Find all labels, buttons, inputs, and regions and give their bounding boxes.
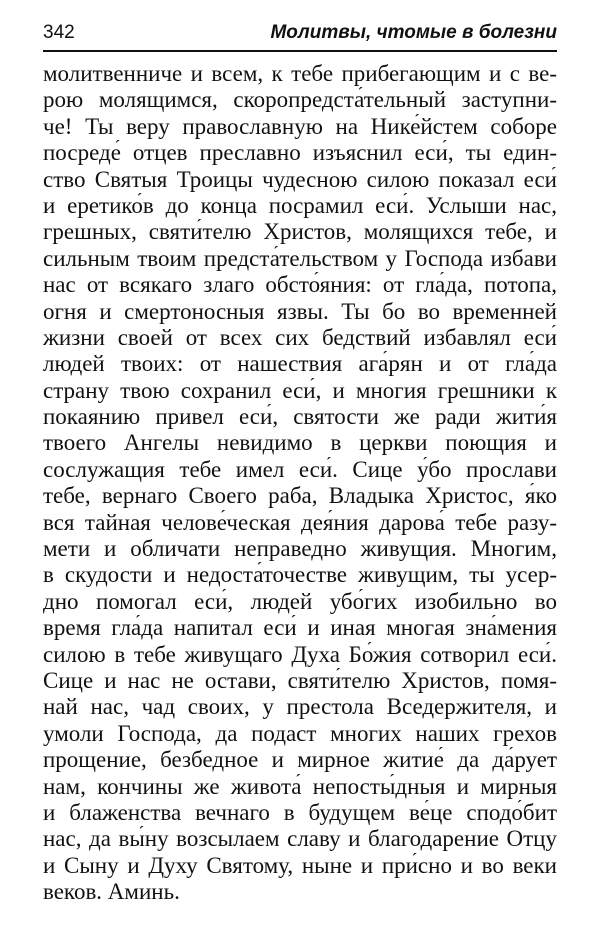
header-rule [43,50,557,52]
text-line: твоего Ангелы невидимо в церкви поющия и [43,430,557,456]
text-line: жизни своей от всех сих бедствий избавлял еси́ [43,324,557,350]
text-line: вся тайная челове́ческая дея́ния дарова́ тебе разу- [43,509,557,535]
text-line: веков. Аминь. [43,879,180,905]
text-line: дно помогал еси́, людей убо́гих изобильно во [43,588,557,614]
text-line: и Сыну и Духу Святому, ныне и при́сно и во веки [43,852,557,878]
text-line: ство Святыя Троицы чудесною силою показал еси́ [43,166,557,192]
text-line: посреде́ отцев преславно изъяснил еси́, ты един- [43,140,557,166]
text-line: най нас, чад своих, у престола Вседержителя, и [43,694,557,720]
text-line: сильным твоим предста́тельством у Господа избави [43,245,557,271]
text-line: мети и обличати неправедно живущия. Многим, [43,536,557,562]
text-line: покаянию привел еси́, святости же ради жити́я [43,404,557,430]
text-line: Сице и нас не остави, святи́телю Христов, помя- [43,667,557,693]
running-head [43,18,557,48]
text-line: рою молящимся, скоропредста́тельный заступни- [43,87,557,113]
text-line: огня и смертоносныя язвы. Ты бо во временней [43,298,557,324]
text-line: нам, кончины же живота́ непосты́дныя и мирныя [43,773,557,799]
text-line: силою в тебе живущаго Духа Бо́жия сотворил еси́. [43,641,557,667]
text-line: нас от всякаго злаго обсто́яния: от гла́да, потопа, [43,272,557,298]
text-line: страну твою сохранил еси́, и многия грешники к [43,377,557,403]
text-line: умоли Господа, да подаст многих наших грехов [43,720,557,746]
running-title: Молитвы, чтомые в болезни [270,22,557,43]
text-line: сослужащия тебе имел еси́. Сице у́бо прослави [43,456,557,482]
page-number: 342 [43,22,75,43]
text-line: и блаженства вечнаго в будущем ве́це сподо́бит [43,799,557,825]
text-line: в скудости и недоста́точестве живущим, ты усер- [43,562,557,588]
text-line: молитвенниче и всем, к тебе прибегающим и с ве- [43,61,557,86]
text-line: нас, да вы́ну возсылаем славу и благодарение Отцу [43,826,557,852]
text-line: время гла́да напитал еси́ и иная многая зна́мения [43,615,557,641]
text-line: прощение, безбедное и мирное житие́ да да́рует [43,747,557,773]
text-line: тебе, вернаго Своего раба, Владыка Христос, я́ко [43,483,557,509]
text-line: грешных, святи́телю Христов, молящихся тебе, и [43,219,557,245]
text-line: и еретико́в до конца посрамил еси́. Услыши нас, [43,192,557,218]
text-line: людей твоих: от нашествия ага́рян и от гла́да [43,351,557,377]
text-line: че! Ты веру православную на Нике́йстем соборе [43,113,557,139]
prayer-text [43,61,557,906]
